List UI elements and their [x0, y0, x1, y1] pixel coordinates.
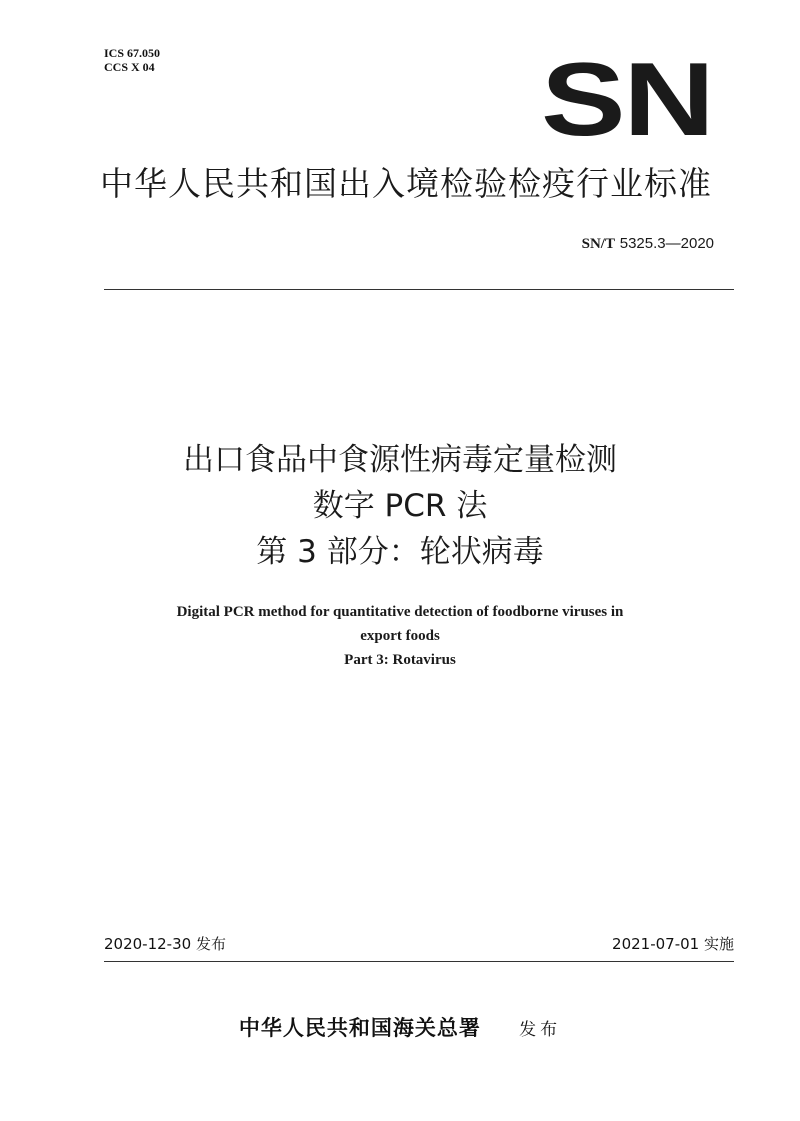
- standard-number: [582, 234, 714, 253]
- title-line-3: 第 3 部分：轮状病毒: [256, 534, 544, 570]
- english-title: [0, 600, 800, 672]
- english-title-line-3: Part 3: Rotavirus: [344, 652, 456, 668]
- title-line-1: 出口食品中食源性病毒定量检测: [183, 442, 617, 478]
- bottom-divider: [104, 961, 734, 962]
- classification-codes: [104, 46, 160, 74]
- ccs-code: CCS X 04: [104, 60, 155, 74]
- issue-date: 2020-12-30 发布: [104, 935, 226, 953]
- ics-code: ICS 67.050: [104, 46, 161, 60]
- industry-standard-title: 中华人民共和国出入境检验检疫行业标准: [100, 164, 712, 203]
- chinese-title: [0, 437, 800, 575]
- publisher-name: 中华人民共和国海关总署: [238, 1015, 481, 1040]
- publisher-line: [0, 1014, 800, 1044]
- standard-code: 5325.3—2020: [619, 235, 714, 252]
- english-title-line-1: Digital PCR method for quantitative detection of foodborne viruses in: [176, 604, 624, 620]
- title-line-2: 数字 PCR 法: [312, 488, 488, 524]
- sn-logo: SN: [541, 42, 713, 158]
- effective-date: 2021-07-01 实施: [612, 935, 734, 953]
- top-divider: [104, 289, 734, 290]
- english-title-line-2: export foods: [360, 628, 440, 644]
- publisher-action: 发布: [519, 1020, 562, 1040]
- standard-prefix: SN/T: [581, 236, 615, 252]
